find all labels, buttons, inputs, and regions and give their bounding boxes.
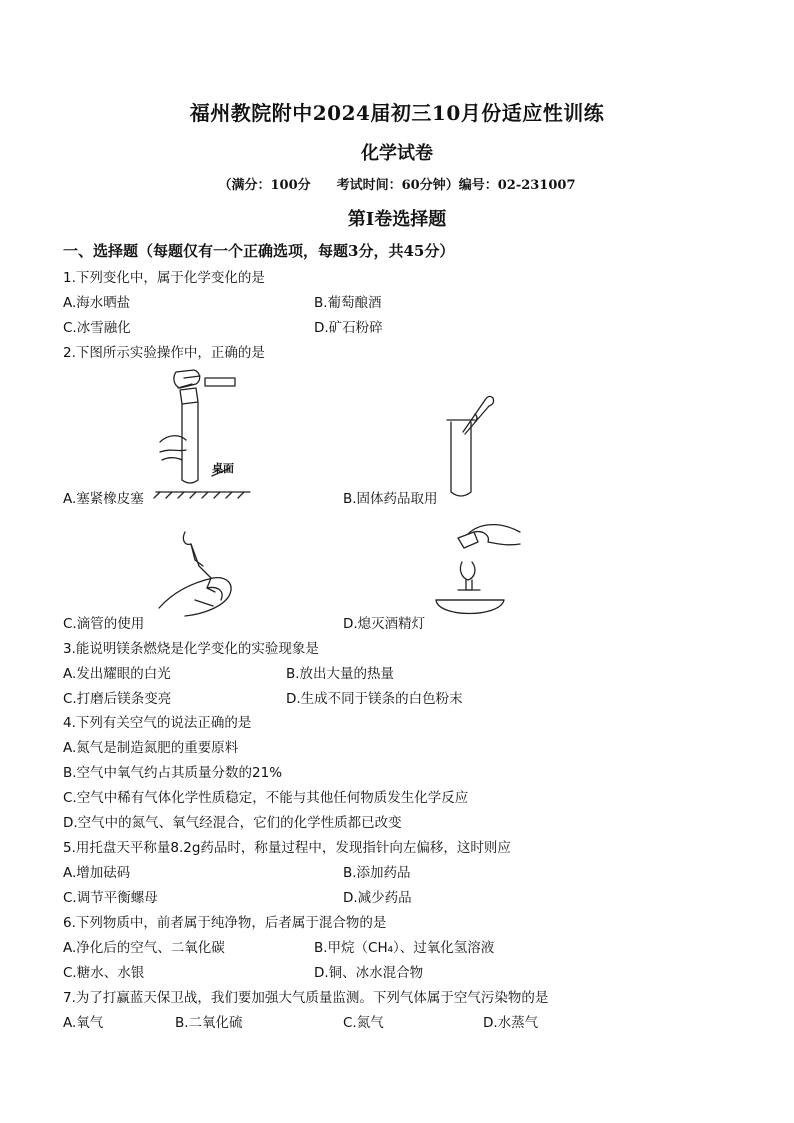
q2-option-c: C.滴管的使用 [63, 616, 145, 632]
q3-option-d: D.生成不同于镁条的白色粉末 [286, 691, 463, 707]
q1-option-b: B.葡萄酿酒 [314, 295, 382, 311]
part-heading: 一、选择题（每题仅有一个正确选项，每题3分，共45分） [63, 242, 455, 260]
q7-option-b: B.二氧化硫 [175, 1015, 243, 1031]
q3-option-c: C.打磨后镁条变亮 [63, 691, 172, 707]
q2-option-d: D.熄灭酒精灯 [343, 616, 426, 632]
exam-meta: （满分：100分 考试时间：60分钟）编号：02-231007 [218, 178, 576, 193]
question-1-stem: 1.下列变化中，属于化学变化的是 [63, 270, 265, 286]
q5-option-a: A.增加砝码 [63, 865, 131, 881]
q6-option-d: D.铜、冰水混合物 [314, 965, 424, 981]
q6-option-b: B.甲烷（CH₄）、过氧化氢溶液 [314, 940, 495, 956]
q5-option-d: D.减少药品 [343, 890, 412, 906]
question-6-stem: 6.下列物质中，前者属于纯净物，后者属于混合物的是 [63, 915, 387, 931]
figure-dropper [155, 530, 245, 620]
figure-solid-sampling [445, 392, 505, 500]
q7-option-c: C.氮气 [343, 1015, 384, 1031]
question-7-stem: 7.为了打赢蓝天保卫战，我们要加强大气质量监测。下列气体属于空气污染物的是 [63, 990, 549, 1006]
question-5-stem: 5.用托盘天平称量8.2g药品时，称量过程中，发现指针向左偏移，这时则应 [63, 840, 511, 856]
q4-option-c: C.空气中稀有气体化学性质稳定，不能与其他任何物质发生化学反应 [63, 790, 469, 806]
q1-option-d: D.矿石粉碎 [314, 320, 383, 336]
q3-option-a: A.发出耀眼的白光 [63, 666, 171, 682]
q4-option-a: A.氮气是制造氮肥的重要原料 [63, 740, 239, 756]
figure-stopper-tube [150, 368, 260, 498]
q1-option-c: C.冰雪融化 [63, 320, 131, 336]
q4-option-b: B.空气中氧气约占其质量分数的21% [63, 765, 283, 781]
q7-option-d: D.水蒸气 [483, 1015, 539, 1031]
figure-alcohol-lamp [428, 518, 528, 626]
table-label: 桌面 [212, 462, 234, 475]
exam-subtitle: 化学试卷 [361, 143, 433, 164]
question-2-stem: 2.下图所示实验操作中，正确的是 [63, 345, 265, 361]
question-3-stem: 3.能说明镁条燃烧是化学变化的实验现象是 [63, 641, 319, 657]
q4-option-d: D.空气中的氮气、氧气经混合，它们的化学性质都已改变 [63, 815, 402, 831]
question-4-stem: 4.下列有关空气的说法正确的是 [63, 715, 252, 731]
q2-option-b: B.固体药品取用 [343, 491, 438, 507]
exam-title: 福州教院附中2024届初三10月份适应性训练 [189, 101, 605, 125]
q6-option-a: A.净化后的空气、二氧化碳 [63, 940, 225, 956]
q5-option-b: B.添加药品 [343, 865, 411, 881]
section-title: 第Ⅰ卷选择题 [347, 209, 447, 230]
q3-option-b: B.放出大量的热量 [286, 666, 395, 682]
q1-option-a: A.海水晒盐 [63, 295, 131, 311]
q2-option-a: A.塞紧橡皮塞 [63, 491, 144, 507]
q6-option-c: C.糖水、水银 [63, 965, 145, 981]
q5-option-c: C.调节平衡螺母 [63, 890, 158, 906]
q7-option-a: A.氧气 [63, 1015, 104, 1031]
